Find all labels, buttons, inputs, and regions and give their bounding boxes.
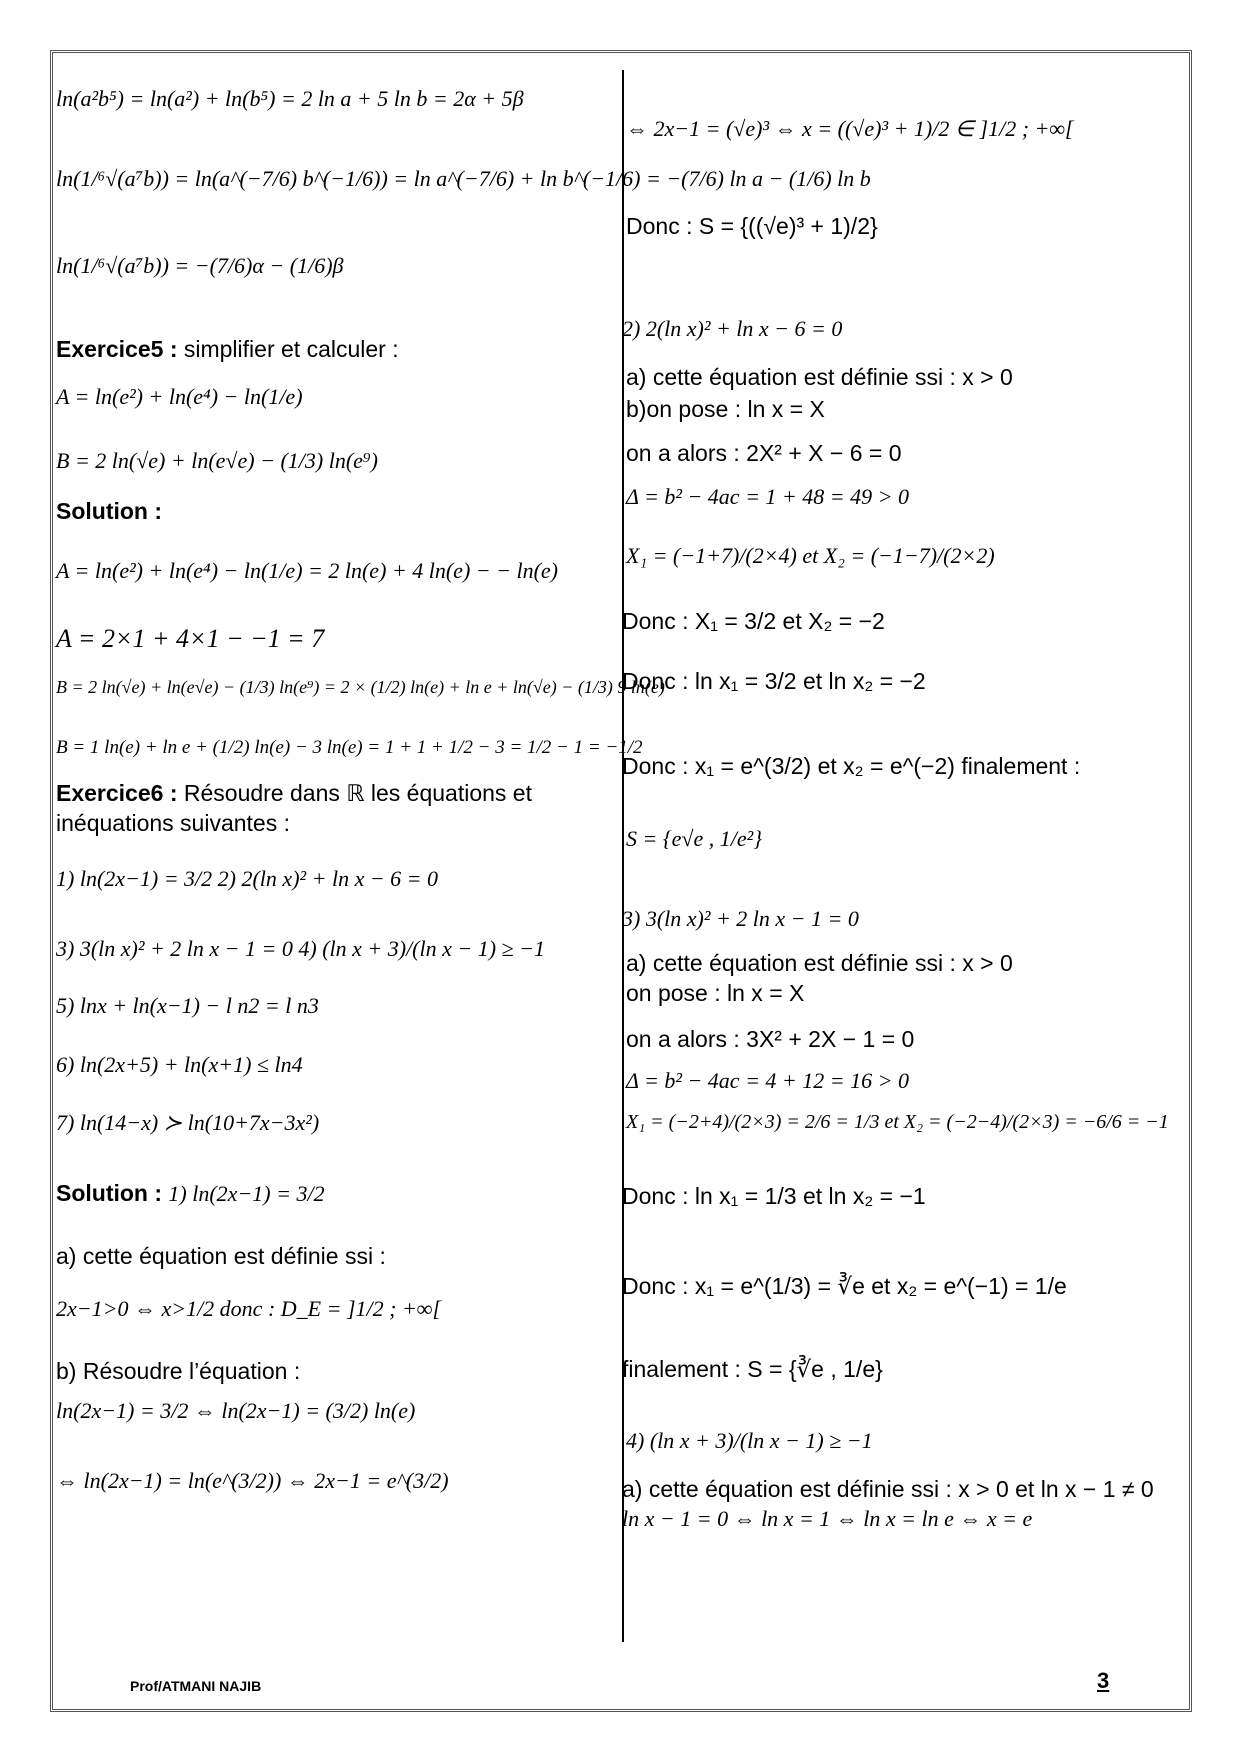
solution5-A1: A = ln(e²) + ln(e⁴) − ln(1/e) = 2 ln(e) + 4 ln(e) − − ln(e) (56, 558, 558, 583)
right-r2: Donc : S = {((√e)³ + 1)/2} (626, 213, 878, 239)
equations-1-2: 1) ln(2x−1) = 3/2 2) 2(ln x)² + ln x − 6 = 0 (56, 866, 439, 891)
right-r1: ⇔ 2x−1 = (√e)³ ⇔ x = ((√e)³ + 1)/2 ∈ ]1/2 ; +∞[ (626, 116, 1074, 141)
solution6-b: b) Résoudre l’équation : (56, 1358, 301, 1384)
formula-ln-a2b5: ln(a²b⁵) = ln(a²) + ln(b⁵) = 2 ln a + 5 ln b = 2α + 5β (56, 86, 524, 111)
right-r7: Δ = b² − 4ac = 1 + 48 = 49 > 0 (626, 484, 909, 509)
solution6-step2: ⇔ ln(2x−1) = ln(e^(3/2)) ⇔ 2x−1 = e^(3/2) (56, 1468, 449, 1493)
right-r9: Donc : X₁ = 3/2 et X₂ = −2 (622, 608, 885, 634)
author-footer: Prof/ATMANI NAJIB (130, 1678, 262, 1694)
exercise6-title: Exercice6 : (56, 780, 178, 806)
exercise6-text2: inéquations suivantes : (56, 810, 290, 836)
right-r11: Donc : x₁ = e^(3/2) et x₂ = e^(−2) finalement : (622, 753, 1081, 779)
right-r17: Δ = b² − 4ac = 4 + 12 = 16 > 0 (626, 1068, 909, 1093)
right-r13: 3) 3(ln x)² + 2 ln x − 1 = 0 (622, 906, 859, 931)
solution6-heading (56, 1182, 325, 1205)
exercise6-text1: Résoudre dans ℝ les équations et (183, 780, 532, 806)
right-r18: X₁ = (−2+4)/(2×3) = 2/6 = 1/3 et X₂ = (−2−4)/(2×3) = −6/6 = −1 (626, 1111, 1169, 1133)
solution5-A2: A = 2×1 + 4×1 − −1 = 7 (56, 624, 325, 653)
solution5-B2: B = 1 ln(e) + ln e + (1/2) ln(e) − 3 ln(e) = 1 + 1 + 1/2 − 3 = 1/2 − 1 = −1/2 (56, 737, 643, 758)
right-r20: Donc : x₁ = e^(1/3) = ∛e et x₂ = e^(−1) = 1/e (622, 1273, 1067, 1299)
formula-ln-root-1: ln(1/⁶√(a⁷b)) = ln(a^(−7/6) b^(−1/6)) = ln a^(−7/6) + ln b^(−1/6) = −(7/6) ln a − (1/6) ln b (56, 166, 871, 191)
solution6-a: a) cette équation est définie ssi : (56, 1243, 386, 1269)
exercise5-B: B = 2 ln(√e) + ln(e√e) − (1/3) ln(e⁹) (56, 448, 378, 473)
exercise5-text: simplifier et calculer : (183, 336, 399, 362)
right-r15: on pose : ln x = X (626, 980, 805, 1006)
exercise5-heading (56, 338, 399, 361)
right-r8: X₁ = (−1+7)/(2×4) et X₂ = (−1−7)/(2×2) (626, 543, 995, 568)
right-r23: a) cette équation est définie ssi : x > 0 et ln x − 1 ≠ 0 (622, 1476, 1154, 1502)
equation-5: 5) lnx + ln(x−1) − l n2 = l n3 (56, 993, 319, 1018)
solution6-equation: 1) ln(2x−1) = 3/2 (168, 1181, 325, 1206)
right-r21: finalement : S = {∛e , 1/e} (622, 1356, 883, 1382)
formula-ln-root-2: ln(1/⁶√(a⁷b)) = −(7/6)α − (1/6)β (56, 253, 344, 278)
solution5-title: Solution : (56, 498, 163, 524)
right-r5: b)on pose : ln x = X (626, 396, 825, 422)
page-number: 3 (1097, 1668, 1110, 1693)
solution6-title: Solution : (56, 1180, 163, 1206)
right-r16: on a alors : 3X² + 2X − 1 = 0 (626, 1026, 915, 1052)
solution6-domain: 2x−1>0 ⇔ x>1/2 donc : D_E = ]1/2 ; +∞[ (56, 1296, 442, 1321)
column-separator (622, 70, 624, 1642)
right-r19: Donc : ln x₁ = 1/3 et ln x₂ = −1 (622, 1183, 926, 1209)
right-r6: on a alors : 2X² + X − 6 = 0 (626, 440, 902, 466)
equation-7: 7) ln(14−x) ≻ ln(10+7x−3x²) (56, 1110, 320, 1135)
solution5-B1: B = 2 ln(√e) + ln(e√e) − (1/3) ln(e⁹) = 2 × (1/2) ln(e) + ln e + ln(√e) − (1/3) 9 ln(e) (56, 677, 665, 697)
exercise6-heading (56, 782, 532, 805)
exercise5-title: Exercice5 : (56, 336, 178, 362)
right-r24: ln x − 1 = 0 ⇔ ln x = 1 ⇔ ln x = ln e ⇔ x = e (622, 1506, 1033, 1531)
right-r3: 2) 2(ln x)² + ln x − 6 = 0 (622, 316, 843, 341)
right-r14: a) cette équation est définie ssi : x > 0 (626, 950, 1013, 976)
right-r10: Donc : ln x₁ = 3/2 et ln x₂ = −2 (622, 668, 926, 694)
right-r4: a) cette équation est définie ssi : x > 0 (626, 364, 1013, 390)
right-r12: S = {e√e , 1/e²} (626, 826, 763, 851)
equations-3-4: 3) 3(ln x)² + 2 ln x − 1 = 0 4) (ln x + 3)/(ln x − 1) ≥ −1 (56, 936, 545, 961)
solution6-step1: ln(2x−1) = 3/2 ⇔ ln(2x−1) = (3/2) ln(e) (56, 1398, 416, 1423)
equation-6: 6) ln(2x+5) + ln(x+1) ≤ ln4 (56, 1052, 303, 1077)
exercise5-A: A = ln(e²) + ln(e⁴) − ln(1/e) (56, 384, 303, 409)
right-r22: 4) (ln x + 3)/(ln x − 1) ≥ −1 (626, 1428, 873, 1453)
